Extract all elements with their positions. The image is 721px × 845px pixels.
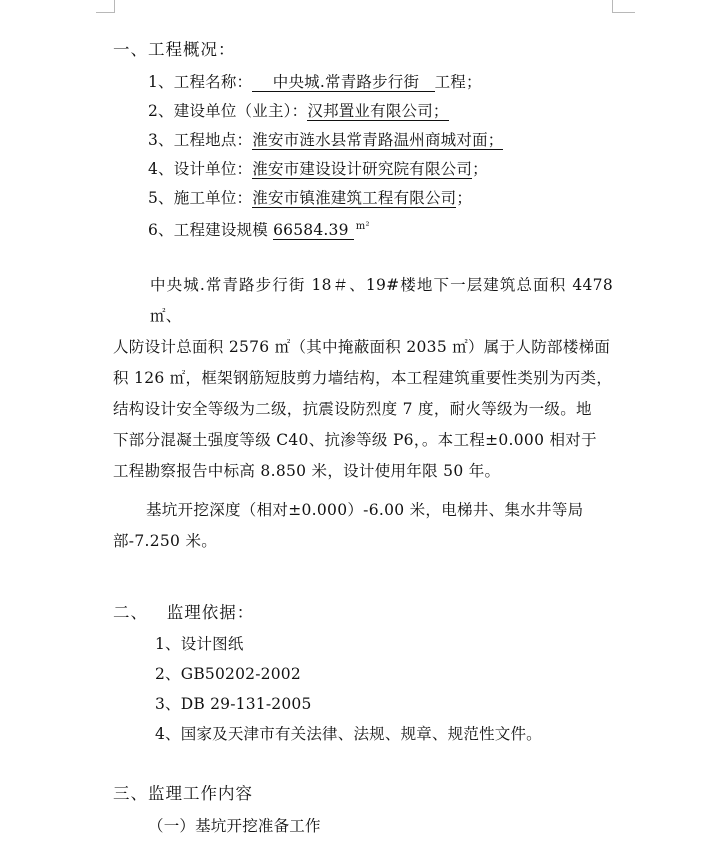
paragraph-line: 人防设计总面积 2576 ㎡（其中掩蔽面积 2035 ㎡）属于人防部楼梯面 [113, 338, 611, 356]
section1-heading: 一、工程概况： [113, 40, 236, 59]
paragraph-line: 积 126 ㎡，框架钢筋短肢剪力墙结构，本工程建筑重要性类别为丙类， [113, 369, 613, 387]
basis-item: 1、设计图纸 [155, 635, 244, 653]
item-label: 2、建设单位（业主）： [148, 102, 308, 120]
project-name-line [148, 72, 482, 92]
basis-item: 4、国家及天津市有关法律、法规、规章、规范性文件。 [155, 725, 542, 743]
scale-value: 66584.39 [273, 221, 354, 239]
section2-heading: 二、 监理依据： [113, 603, 255, 622]
paragraph-line: 基坑开挖深度（相对±0.000）-6.00 米，电梯井、集水井等局 [146, 501, 584, 519]
paragraph-line: 部-7.250 米。 [113, 532, 218, 550]
section3-heading: 三、监理工作内容 [113, 784, 253, 803]
scale-line [148, 217, 370, 240]
designer-line [148, 159, 488, 179]
item-suffix: 工程； [434, 73, 482, 91]
crop-mark-top-right [612, 0, 635, 13]
owner-line [148, 101, 449, 121]
contractor-value: 淮安市镇淮建筑工程有限公司 [252, 189, 457, 207]
item-label: 1、工程名称： [148, 73, 253, 91]
crop-mark-top-left [96, 0, 115, 13]
owner-value: 汉邦置业有限公司； [307, 102, 449, 120]
section3-subheading: （一）基坑开挖准备工作 [148, 817, 321, 835]
paragraph-line: 下部分混凝土强度等级 C40、抗渗等级 P6，。本工程±0.000 相对于 [113, 431, 597, 449]
contractor-line [148, 188, 472, 208]
basis-item: 3、DB 29-131-2005 [155, 695, 312, 713]
location-line [148, 130, 503, 150]
basis-item: 2、GB50202-2002 [155, 665, 301, 683]
paragraph-line: 结构设计安全等级为二级，抗震设防烈度 7 度，耐火等级为一级。地 [113, 400, 592, 418]
item-label: 3、工程地点： [148, 131, 253, 149]
overview-paragraph [113, 270, 613, 487]
excavation-paragraph [113, 495, 613, 557]
paragraph-line: 工程勘察报告中标高 8.850 米，设计使用年限 50 年。 [113, 462, 501, 480]
item-suffix: ； [456, 189, 473, 207]
designer-value: 淮安市建设设计研究院有限公司 [252, 160, 473, 178]
scale-unit: m² [355, 221, 370, 232]
location-value: 淮安市涟水县常青路温州商城对面； [252, 131, 504, 149]
paragraph-line: 中央城.常青路步行街 18＃、19#楼地下一层建筑总面积 4478 ㎡、 [150, 276, 613, 325]
item-label: 4、设计单位： [148, 160, 253, 178]
item-label: 5、施工单位： [148, 189, 253, 207]
item-label: 6、工程建设规模 [148, 221, 274, 239]
project-name-value: 中央城.常青路步行街 [252, 73, 435, 91]
item-suffix: ； [472, 160, 488, 178]
